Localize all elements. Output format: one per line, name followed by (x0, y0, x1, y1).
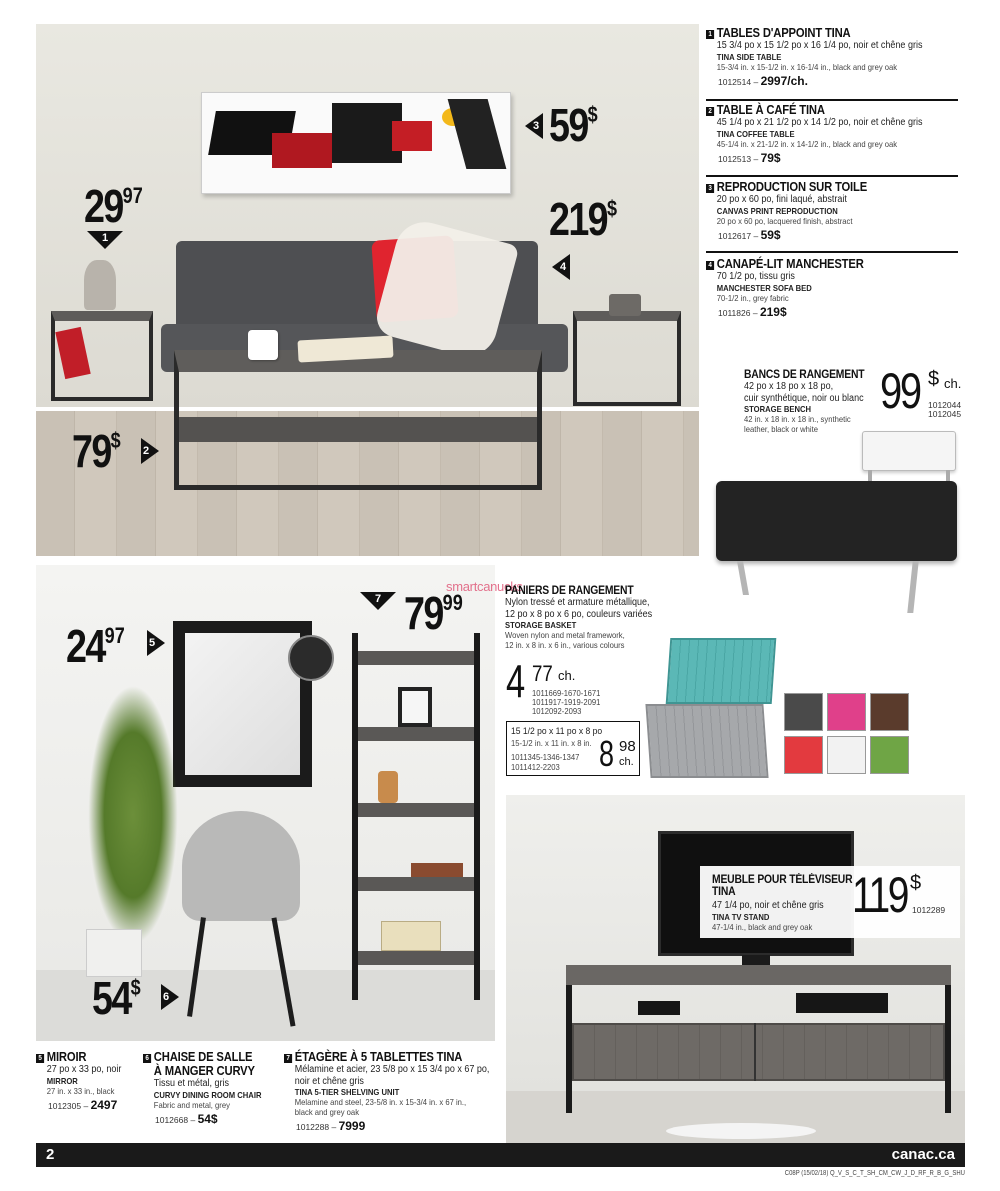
print-code: C08P (15/02/18) Q_V_S_C_T_SH_CM_CW_J_D_RF_R_B_G_SHU (784, 1170, 965, 1177)
badge-2: 2 (142, 445, 150, 457)
small-basket-cents: 98 (619, 738, 636, 755)
tv-room-photo (506, 795, 965, 1143)
divider (706, 175, 958, 177)
tv-stand-info-box: MEUBLE POUR TÉLÉVISEUR TINA 47 1/4 po, noir et chêne gris TINA TV STAND 47-1/4 in., black and grey oak 119 $ 1012289 (700, 866, 960, 938)
price-sofa: 219$ (549, 193, 618, 245)
bench-price-unit: ch. (944, 376, 962, 391)
watermark: smartcanucks (446, 579, 523, 594)
storage-bench-info: BANCS DE RANGEMENT 42 po x 18 po x 18 po, cuir synthétique, noir ou blanc STORAGE BENCH 42 in. x 18 in. x 18 in., synthetic leather, black or white (744, 369, 865, 434)
divider (706, 99, 958, 101)
price-shelving: $79^{99}$ (404, 587, 463, 639)
bench-price-dollar: $ (928, 368, 940, 390)
basket-sku-2: 1011917-1919-2091 (532, 697, 601, 707)
divider (706, 251, 958, 253)
tv-stand-sku: 1012289 (912, 905, 946, 915)
price-side-table: $29^{97}$ (84, 180, 143, 232)
small-basket-box: 15 1/2 po x 11 po x 8 po 15-1/2 in. x 11 in. x 8 in. 1011345-1346-1347 1011412-2203 8 98 ch. (506, 721, 640, 776)
item-2-description: 2 TABLE À CAFÉ TINA 45 1/4 po x 21 1/2 po x 14 1/2 po, noir et chêne gris TINA COFFEE TABLE 45-1/4 in. x 21-1/2 in. x 14-1/2 in., black and grey oak 1012513 – 79$ (706, 103, 958, 165)
side-table-right (573, 311, 681, 406)
price-mirror: $24^{97}$ (66, 620, 125, 672)
living-room-photo (36, 24, 699, 556)
badge-3: 3 (532, 120, 540, 132)
site-link[interactable]: canac.ca (891, 1146, 955, 1163)
footer-bar (36, 1143, 965, 1167)
basket-price-cents: 77 (532, 661, 553, 686)
badge-4: 4 (559, 261, 567, 273)
black-bench-image (716, 481, 957, 561)
swatch-white (827, 736, 866, 774)
item-7-description: 7 ÉTAGÈRE À 5 TABLETTES TINA Mélamine et acier, 23 5/8 po x 15 3/4 po x 67 po, noir et chêne gris TINA 5-TIER SHELVING UNIT Melamine and steel, 23-5/8 in. x 15-3/4 in. x 67 in., black and grey oak 1012288 – 7999 (284, 1050, 500, 1133)
item-6-description: 6 CHAISE DE SALLE À MANGER CURVY Tissu et métal, gris CURVY DINING ROOM CHAIR Fabric and metal, grey 1012668 – 54$ (143, 1050, 283, 1126)
bench-sku-2: 1012045 (928, 409, 962, 419)
item-5-description: 5 MIROIR 27 po x 33 po, noir MIRROR 27 in. x 33 in., black 1012305 – 2497 (36, 1050, 146, 1112)
small-basket-unit: ch. (619, 756, 634, 768)
basket-price: 4 (506, 655, 526, 707)
chair-image (182, 811, 300, 921)
swatch-brown (870, 693, 909, 731)
price-canvas: 59$ (549, 99, 598, 151)
bench-price: 99 (880, 363, 920, 419)
swatch-green (870, 736, 909, 774)
teal-basket-image (666, 638, 777, 704)
badge-5: 5 (148, 637, 156, 649)
page-number: 2 (46, 1146, 55, 1163)
badge-6: 6 (162, 991, 170, 1003)
tv-stand-price: 119 (852, 867, 908, 923)
badge-1: 1 (101, 232, 109, 244)
badge-7: 7 (374, 593, 382, 605)
basket-sku-3: 1012092-2093 (532, 706, 582, 716)
swatch-pink (827, 693, 866, 731)
price-chair: 54$ (92, 972, 141, 1024)
basket-sku-1: 1011669-1670-1671 (532, 688, 601, 698)
tv-stand-dollar: $ (910, 872, 922, 894)
white-bench-image (862, 431, 956, 471)
small-basket-price: 8 (599, 733, 615, 774)
swatch-grey (784, 693, 823, 731)
item-3-description: 3 REPRODUCTION SUR TOILE 20 po x 60 po, fini laqué, abstrait CANVAS PRINT REPRODUCTION 20 po x 60 po, lacquered finish, abstract 1012617 – 59$ (706, 180, 958, 242)
swatch-red (784, 736, 823, 774)
basket-price-unit: ch. (558, 668, 576, 683)
bench-sku-1: 1012044 (928, 400, 962, 410)
item-4-description: 4 CANAPÉ-LIT MANCHESTER 70 1/2 po, tissu gris MANCHESTER SOFA BED 70-1/2 in., grey fabric 1011826 – 219$ (706, 257, 958, 319)
grey-basket-image (645, 704, 768, 778)
item-1-description: 1 TABLES D'APPOINT TINA 15 3/4 po x 15 1/2 po x 16 1/4 po, noir et chêne gris TINA SIDE TABLE 15-3/4 in. x 15-1/2 in. x 16-1/4 in., black and grey oak 1012514 – 2997/ch. (706, 26, 958, 88)
price-coffee-table: 79$ (72, 425, 121, 477)
canvas-print (201, 92, 511, 194)
storage-basket-info: PANIERS DE RANGEMENT Nylon tressé et armature métallique, 12 po x 8 po x 6 po, couleurs variées STORAGE BASKET Woven nylon and metal framework, 12 in. x 8 in. x 6 in., various colours (505, 585, 653, 650)
